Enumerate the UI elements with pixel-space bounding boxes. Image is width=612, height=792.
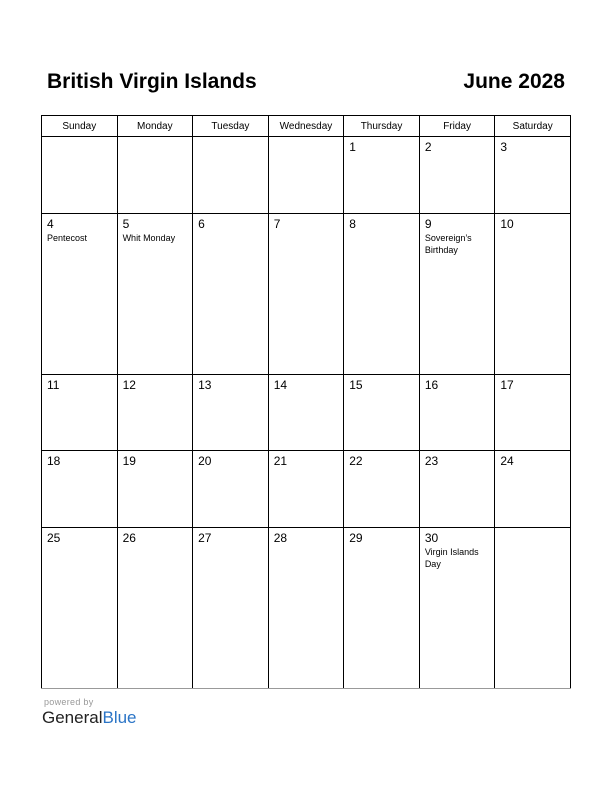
day-number: 10: [500, 216, 514, 231]
weekday-friday: Friday: [419, 116, 495, 137]
calendar-week-row: [42, 374, 571, 451]
day-number: 9: [424, 216, 432, 231]
day-number: 28: [273, 531, 288, 546]
calendar-day-cell: [42, 528, 118, 689]
calendar-day-cell: [495, 213, 571, 374]
calendar-day-cell: [117, 451, 193, 528]
calendar-day-cell: [42, 451, 118, 528]
calendar-day-cell: [419, 374, 495, 451]
calendar-day-cell: [344, 137, 420, 214]
day-number: 2: [424, 140, 432, 154]
calendar-day-cell: [117, 213, 193, 374]
footer-divider: [41, 688, 571, 689]
calendar-day-cell: [268, 451, 344, 528]
calendar-day-cell: [495, 528, 571, 689]
weekday-sunday: Sunday: [42, 116, 118, 137]
calendar-country-title: British Virgin Islands: [47, 70, 257, 93]
day-number: 30: [424, 531, 439, 546]
day-number: 16: [424, 377, 439, 392]
day-number: 19: [122, 454, 136, 469]
calendar-day-cell: [117, 374, 193, 451]
day-number: 15: [349, 377, 363, 392]
weekday-thursday: Thursday: [344, 116, 420, 137]
calendar-day-cell: [268, 528, 344, 689]
weekday-header-row: [42, 116, 571, 137]
calendar-day-cell: [495, 374, 571, 451]
weekday-wednesday: Wednesday: [268, 116, 344, 137]
calendar-day-cell: [117, 528, 193, 689]
calendar-day-cell: [344, 374, 420, 451]
day-number: 5: [122, 216, 130, 231]
day-number: 26: [122, 531, 136, 546]
calendar-day-cell: [42, 374, 118, 451]
weekday-tuesday: Tuesday: [193, 116, 269, 137]
weekday-saturday: Saturday: [495, 116, 571, 137]
calendar-day-cell: [193, 374, 269, 451]
calendar-day-cell: [193, 137, 269, 214]
day-number: 6: [198, 216, 205, 231]
day-number: 8: [349, 216, 356, 231]
day-number: 23: [424, 454, 439, 469]
calendar-day-cell: [193, 213, 269, 374]
calendar-grid: [41, 115, 571, 689]
calendar-day-cell: [419, 137, 495, 214]
day-number: 4: [47, 216, 54, 231]
calendar-day-cell: [419, 213, 495, 374]
day-number: 29: [349, 531, 363, 546]
calendar-day-cell: [495, 451, 571, 528]
generalblue-logo: [42, 708, 137, 728]
day-number: 12: [122, 377, 136, 392]
calendar-month-title: June 2028: [463, 70, 565, 93]
calendar-day-cell: [344, 213, 420, 374]
calendar-day-cell: [268, 213, 344, 374]
holiday-label: Virgin Islands Day: [424, 547, 479, 570]
day-number: 27: [198, 531, 212, 546]
calendar-day-cell: [268, 137, 344, 214]
day-number: 14: [273, 377, 288, 392]
calendar-week-row: [42, 451, 571, 528]
brand-blue: Blue: [102, 708, 137, 727]
day-number: 21: [273, 454, 288, 469]
calendar-week-row: [42, 213, 571, 374]
holiday-label: Whit Monday: [122, 232, 176, 243]
brand-general: General: [42, 708, 103, 727]
calendar-day-cell: [344, 528, 420, 689]
calendar-day-cell: [42, 213, 118, 374]
calendar-day-cell: [419, 528, 495, 689]
day-number: 18: [47, 454, 61, 469]
day-number: 24: [500, 454, 514, 469]
holiday-label: Sovereign’s Birthday: [424, 232, 472, 255]
calendar-day-cell: [117, 137, 193, 214]
calendar-day-cell: [193, 528, 269, 689]
calendar-day-cell: [344, 451, 420, 528]
holiday-label: Pentecost: [47, 232, 88, 243]
day-number: 7: [273, 216, 281, 231]
calendar-day-cell: [193, 451, 269, 528]
calendar-week-row: [42, 137, 571, 214]
calendar-day-cell: [42, 137, 118, 214]
day-number: 1: [349, 140, 356, 154]
day-number: 25: [47, 531, 61, 546]
calendar-day-cell: [419, 451, 495, 528]
day-number: 13: [198, 377, 212, 392]
calendar-day-cell: [268, 374, 344, 451]
calendar-week-row: [42, 528, 571, 689]
day-number: 3: [500, 140, 508, 154]
day-number: 11: [47, 377, 60, 392]
day-number: 22: [349, 454, 363, 469]
powered-by-text: powered by: [44, 697, 94, 707]
day-number: 20: [198, 454, 212, 469]
day-number: 17: [500, 377, 514, 392]
calendar-day-cell: [495, 137, 571, 214]
weekday-monday: Monday: [117, 116, 193, 137]
